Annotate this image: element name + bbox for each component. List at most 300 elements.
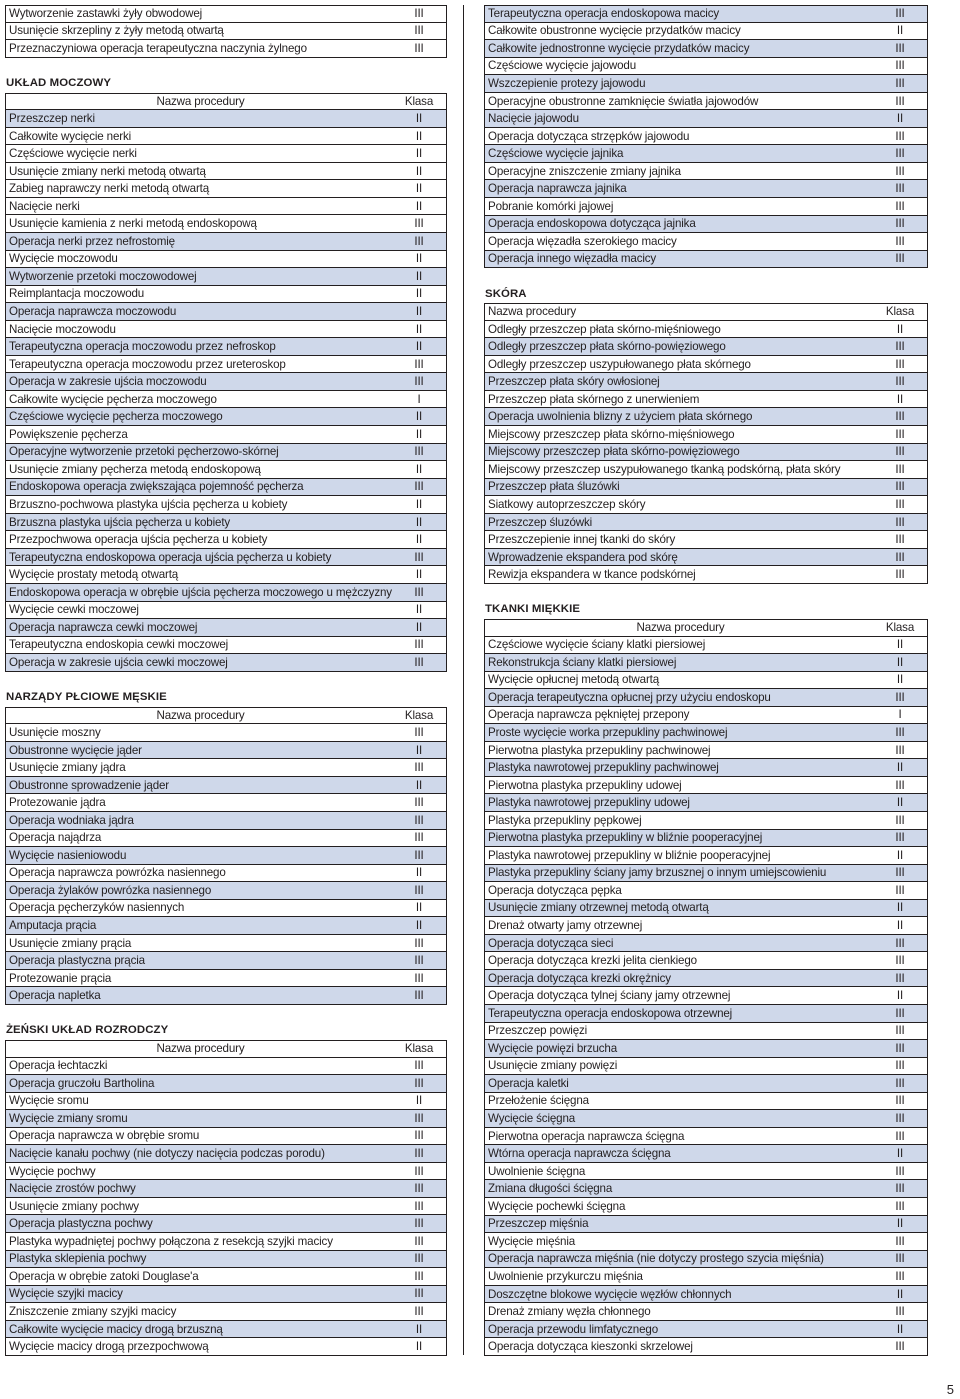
procedure-name: Operacja więzadła szerokiego macicy <box>488 234 677 248</box>
table-row <box>484 566 928 584</box>
procedure-class: II <box>415 287 423 301</box>
table-row <box>484 812 928 830</box>
procedure-class: III <box>895 445 905 459</box>
procedure-name: Przezpochwowa operacja ujścia pęcherza u kobiety <box>9 533 268 547</box>
table-row <box>484 1268 928 1286</box>
procedure-class: III <box>895 813 905 827</box>
procedure-class: III <box>895 515 905 529</box>
procedure-class: III <box>414 989 424 1003</box>
procedure-name: Pierwotna plastyka przepukliny w bliźnie pooperacyjnej <box>488 831 763 845</box>
procedure-class: III <box>895 1340 905 1354</box>
table-header-row <box>5 1040 447 1058</box>
procedure-name: Wycięcie powięzi brzucha <box>488 1041 618 1055</box>
header-procedure-name: Nazwa procedury <box>156 94 245 108</box>
table-row <box>5 496 447 514</box>
table-row <box>484 1075 928 1093</box>
procedure-class: II <box>415 603 423 617</box>
procedure-name: Plastyka przepukliny pępkowej <box>488 813 642 827</box>
procedure-name: Operacja gruczołu Bartholina <box>9 1076 155 1090</box>
procedure-class: II <box>415 743 423 757</box>
table-row <box>5 1180 447 1198</box>
table-row <box>5 566 447 584</box>
procedure-name: Przeszczep płata śluzówki <box>488 480 620 494</box>
procedure-name: Odległy przeszczep płata skórno-mięśniowego <box>488 322 721 336</box>
procedure-class: III <box>414 1182 424 1196</box>
procedure-class: II <box>896 673 904 687</box>
table-row <box>484 935 928 953</box>
table-row <box>484 794 928 812</box>
procedure-class: III <box>895 41 905 55</box>
procedure-name: Zmiana długości ścięgna <box>488 1182 613 1196</box>
section-title: ŻEŃSKI UKŁAD ROZRODCZY <box>6 1024 169 1037</box>
table-row <box>5 812 447 830</box>
table-row <box>484 461 928 479</box>
procedure-class: II <box>896 1147 904 1161</box>
procedure-name: Plastyka wypadniętej pochwy połączona z resekcją szyjki macicy <box>9 1234 333 1248</box>
procedure-class: III <box>414 883 424 897</box>
procedure-name: Wycięcie mięśnia <box>488 1234 576 1248</box>
procedure-class: III <box>895 94 905 108</box>
procedure-class: III <box>414 831 424 845</box>
table-row <box>484 479 928 497</box>
procedure-class: III <box>895 1094 905 1108</box>
table-header-row <box>484 619 928 637</box>
procedure-name: Wycięcie nasieniowodu <box>9 848 127 862</box>
table-row <box>5 1110 447 1128</box>
table-row <box>5 303 447 321</box>
procedure-class: III <box>895 1234 905 1248</box>
procedure-class: III <box>895 1112 905 1126</box>
table-row <box>5 163 447 181</box>
procedure-name: Operacja plastyczna prącia <box>9 954 145 968</box>
table-row <box>484 93 928 111</box>
procedure-name: Usunięcie zmiany nerki metodą otwartą <box>9 164 206 178</box>
procedure-class: II <box>415 164 423 178</box>
table-row <box>484 1058 928 1076</box>
table-row <box>484 847 928 865</box>
procedure-name: Wycięcie pochwy <box>9 1164 96 1178</box>
procedure-class: III <box>895 164 905 178</box>
table-row <box>484 900 928 918</box>
table-row <box>484 23 928 41</box>
procedure-class: III <box>414 357 424 371</box>
procedure-name: Nacięcie nerki <box>9 199 80 213</box>
procedure-class: III <box>895 1164 905 1178</box>
procedure-class: III <box>895 129 905 143</box>
table-row <box>5 286 447 304</box>
procedure-name: Brzuszno-pochwowa plastyka ujścia pęcherza u kobiety <box>9 497 288 511</box>
procedure-name: Wprowadzenie ekspandera pod skórę <box>488 550 678 564</box>
procedure-name: Powiększenie pęcherza <box>9 427 128 441</box>
table-row <box>484 970 928 988</box>
procedure-name: Pobranie komórki jajowej <box>488 199 614 213</box>
procedure-class: III <box>414 813 424 827</box>
procedure-class: III <box>895 1182 905 1196</box>
procedure-class: II <box>896 1287 904 1301</box>
procedure-name: Operacja łechtaczki <box>9 1059 108 1073</box>
column-divider <box>463 5 464 1355</box>
table-row <box>484 1233 928 1251</box>
procedure-name: Operacja napletka <box>9 989 101 1003</box>
procedure-name: Operacja dotycząca tylnej ściany jamy otrzewnej <box>488 989 731 1003</box>
procedure-class: III <box>895 410 905 424</box>
header-class: Klasa <box>885 621 915 635</box>
procedure-class: II <box>415 1094 423 1108</box>
procedure-class: II <box>415 901 423 915</box>
procedure-class: II <box>415 252 423 266</box>
table-row <box>484 707 928 725</box>
table-row <box>484 987 928 1005</box>
table-row <box>484 1023 928 1041</box>
procedure-name: Uwolnienie przykurczu mięśnia <box>488 1269 643 1283</box>
procedure-name: Plastyka nawrotowej przepukliny w bliźnie pooperacyjnej <box>488 848 771 862</box>
procedure-class: II <box>415 919 423 933</box>
section-zenski-uklad-rozrodczy <box>5 1022 447 1355</box>
procedure-name: Rekonstrukcja ściany klatki piersiowej <box>488 655 677 669</box>
procedure-name: Operacja żylaków powrózka nasiennego <box>9 883 212 897</box>
procedure-class: II <box>896 1217 904 1231</box>
procedure-name: Terapeutyczna operacja moczowodu przez nefroskop <box>9 340 276 354</box>
table-row <box>484 1338 928 1356</box>
procedure-class: II <box>896 761 904 775</box>
table-row <box>5 1233 447 1251</box>
procedure-class: II <box>415 620 423 634</box>
table-row <box>5 1128 447 1146</box>
procedure-name: Całkowite jednostronne wycięcie przydatków macicy <box>488 41 750 55</box>
table-row <box>484 1251 928 1269</box>
procedure-class: II <box>896 901 904 915</box>
procedure-class: II <box>896 322 904 336</box>
procedure-class: II <box>896 24 904 38</box>
table-row <box>5 1268 447 1286</box>
procedure-name: Usunięcie zmiany jądra <box>9 761 126 775</box>
table-row <box>484 58 928 76</box>
table-row <box>5 724 447 742</box>
procedure-class: III <box>895 1252 905 1266</box>
procedure-name: Operacja naprawcza mięśnia (nie dotyczy prostego szycia mięśnia) <box>488 1252 824 1266</box>
table-row <box>484 1163 928 1181</box>
procedure-name: Wytworzenie zastawki żyły obwodowej <box>9 7 203 21</box>
table-row <box>484 724 928 742</box>
table-row <box>484 180 928 198</box>
table-row <box>5 444 447 462</box>
header-procedure-name: Nazwa procedury <box>156 708 245 722</box>
table-row <box>484 321 928 339</box>
header-class: Klasa <box>885 305 915 319</box>
table-row <box>5 759 447 777</box>
table-row <box>484 356 928 374</box>
table-row <box>5 602 447 620</box>
table-row <box>5 1163 447 1181</box>
procedure-name: Reimplantacja moczowodu <box>9 287 145 301</box>
procedure-class: III <box>895 726 905 739</box>
procedure-name: Wycięcie prostaty metodą otwartą <box>9 568 179 582</box>
procedure-name: Operacja dotycząca krezki okrężnicy <box>488 971 671 985</box>
table-row <box>484 531 928 549</box>
section-uklad-moczowy <box>5 75 447 672</box>
table-row <box>5 987 447 1005</box>
procedure-class: II <box>896 919 904 933</box>
procedure-name: Całkowite wycięcie pęcherza moczowego <box>9 392 217 406</box>
procedure-class: III <box>895 76 905 90</box>
procedure-class: III <box>895 1024 905 1038</box>
table-row <box>484 408 928 426</box>
procedure-name: Terapeutyczna operacja endoskopowa otrzewnej <box>488 1006 733 1020</box>
procedure-class: III <box>895 936 905 950</box>
table-row <box>5 391 447 409</box>
procedure-class: II <box>896 112 904 126</box>
table-row <box>5 321 447 339</box>
procedure-name: Amputacja prącia <box>9 919 97 933</box>
table-row <box>484 1216 928 1234</box>
table-header-row <box>5 707 447 725</box>
procedure-class: III <box>895 778 905 792</box>
procedure-name: Terapeutyczna operacja moczowodu przez ureteroskop <box>9 357 286 371</box>
table-row <box>5 1303 447 1321</box>
procedure-name: Endoskopowa operacja w obrębie ujścia pęcherza moczowego u mężczyzny <box>9 585 392 599</box>
procedure-name: Usunięcie zmiany prącia <box>9 936 132 950</box>
procedure-name: Usunięcie skrzepliny z żyły metodą otwartą <box>9 24 224 38</box>
procedure-name: Operacyjne obustronne zamknięcie światła jajowodów <box>488 94 759 108</box>
section-narzady-plciowe-meskie <box>5 689 447 1005</box>
procedure-name: Wycięcie ścięgna <box>488 1112 576 1126</box>
table-row <box>5 952 447 970</box>
procedure-class: II <box>896 392 904 406</box>
table-row <box>484 514 928 532</box>
table-row <box>484 163 928 181</box>
procedure-class: II <box>415 533 423 547</box>
procedure-name: Endoskopowa operacja zwiększająca pojemność pęcherza <box>9 480 304 494</box>
procedure-class: II <box>415 410 423 424</box>
page-number: 5 <box>946 1382 954 1397</box>
section-continued <box>5 5 447 58</box>
procedure-class: III <box>895 1305 905 1319</box>
procedure-class: III <box>414 1252 424 1266</box>
procedure-class: II <box>415 182 423 196</box>
procedure-name: Operacja naprawcza pękniętej przepony <box>488 708 690 722</box>
table-row <box>5 531 447 549</box>
procedure-name: Wycięcie sromu <box>9 1094 89 1108</box>
table-row <box>484 830 928 848</box>
procedure-class: III <box>895 550 905 564</box>
procedure-name: Usunięcie moszny <box>9 726 101 739</box>
table-row <box>5 373 447 391</box>
procedure-class: III <box>895 340 905 354</box>
table-row <box>484 1198 928 1216</box>
procedure-name: Drenaż otwarty jamy otrzewnej <box>488 919 643 933</box>
procedure-class: II <box>415 199 423 213</box>
procedure-class: III <box>895 147 905 161</box>
procedure-class: III <box>414 638 424 652</box>
procedure-name: Operacja dotycząca strzępków jajowodu <box>488 129 690 143</box>
section-continued <box>484 5 928 268</box>
table-row <box>484 251 928 269</box>
procedure-class: II <box>415 427 423 441</box>
procedure-class: II <box>896 796 904 810</box>
procedure-class: III <box>414 1076 424 1090</box>
table-row <box>484 338 928 356</box>
table-row <box>5 461 447 479</box>
procedure-name: Plastyka sklepienia pochwy <box>9 1252 147 1266</box>
table-row <box>5 777 447 795</box>
table-row <box>484 654 928 672</box>
procedure-name: Przeszczep płata skórnego z unerwieniem <box>488 392 700 406</box>
procedure-class: III <box>414 655 424 669</box>
table-row <box>484 1321 928 1339</box>
procedure-class: III <box>414 1217 424 1231</box>
table-row <box>484 1040 928 1058</box>
section-spacer <box>5 672 447 690</box>
procedure-name: Wycięcie macicy drogą przezpochwową <box>9 1340 209 1354</box>
procedure-name: Obustronne sprowadzenie jąder <box>9 778 169 792</box>
procedure-class: III <box>414 936 424 950</box>
procedure-class: III <box>895 427 905 441</box>
table-row <box>5 426 447 444</box>
table-row <box>5 408 447 426</box>
table-row <box>484 75 928 93</box>
procedure-name: Miejscowy przeszczep płata skórno-mięśniowego <box>488 427 735 441</box>
table-row <box>5 1058 447 1076</box>
section-title: TKANKI MIĘKKIE <box>485 603 581 616</box>
table-row <box>5 23 447 41</box>
header-class: Klasa <box>404 94 434 108</box>
procedure-name: Protezowanie prącia <box>9 971 112 985</box>
procedure-class: II <box>415 866 423 880</box>
procedure-class: III <box>895 199 905 213</box>
table-row <box>484 777 928 795</box>
procedure-name: Proste wycięcie worka przepukliny pachwinowej <box>488 726 728 739</box>
procedure-name: Częściowe wycięcie jajowodu <box>488 59 637 73</box>
table-row <box>5 40 447 58</box>
table-row <box>484 637 928 655</box>
procedure-class: II <box>415 568 423 582</box>
table-row <box>484 128 928 146</box>
table-row <box>5 1321 447 1339</box>
table-row <box>5 882 447 900</box>
table-row <box>5 847 447 865</box>
table-row <box>5 128 447 146</box>
procedure-class: III <box>414 41 424 55</box>
procedure-name: Operacja wodniaka jądra <box>9 813 134 827</box>
procedure-class: III <box>414 217 424 231</box>
procedure-class: III <box>895 690 905 704</box>
procedure-class: II <box>415 497 423 511</box>
procedure-class: III <box>414 1164 424 1178</box>
table-row <box>5 619 447 637</box>
table-row <box>484 1128 928 1146</box>
table-row <box>484 233 928 251</box>
procedure-class: II <box>415 340 423 354</box>
table-row <box>5 145 447 163</box>
procedure-class: III <box>895 1059 905 1073</box>
procedure-class: III <box>414 1111 424 1125</box>
procedure-class: III <box>895 252 905 266</box>
section-title: SKÓRA <box>485 287 527 300</box>
procedure-name: Przeszczep śluzówki <box>488 515 593 529</box>
procedure-class: III <box>414 796 424 810</box>
procedure-class: III <box>895 462 905 476</box>
section-spacer <box>484 584 928 602</box>
procedure-name: Nacięcie zrostów pochwy <box>9 1182 136 1196</box>
table-row <box>484 1093 928 1111</box>
procedure-name: Operacja endoskopowa dotycząca jajnika <box>488 217 696 231</box>
procedure-name: Terapeutyczna operacja endoskopowa macicy <box>488 7 720 21</box>
procedure-class: III <box>414 1234 424 1248</box>
table-row <box>484 952 928 970</box>
procedure-class: III <box>414 480 424 494</box>
procedure-name: Wycięcie szyjki macicy <box>9 1287 123 1301</box>
procedure-class: II <box>415 111 423 125</box>
procedure-name: Terapeutyczna endoskopowa operacja ujścia pęcherza u kobiety <box>9 550 332 564</box>
procedure-name: Wycięcie pochewki ścięgna <box>488 1199 626 1213</box>
procedure-name: Operacja naprawcza jajnika <box>488 182 627 196</box>
section-spacer <box>5 1005 447 1023</box>
procedure-name: Miejscowy przeszczep płata skórno-powięziowego <box>488 445 740 459</box>
procedure-class: III <box>895 954 905 968</box>
procedure-name: Przeszczepienie innej tkanki do skóry <box>488 533 676 547</box>
procedure-class: II <box>896 655 904 669</box>
header-procedure-name: Nazwa procedury <box>636 621 725 635</box>
header-class: Klasa <box>404 1042 434 1056</box>
procedure-class: III <box>895 217 905 231</box>
procedure-name: Siatkowy autoprzeszczep skóry <box>488 497 646 511</box>
procedure-name: Plastyka przepukliny ściany jamy brzusznej o innym umiejscowieniu <box>488 866 827 880</box>
procedure-name: Zabieg naprawczy nerki metodą otwartą <box>9 182 210 196</box>
table-row <box>5 514 447 532</box>
procedure-name: Pierwotna plastyka przepukliny pachwinowej <box>488 743 711 757</box>
table-row <box>5 917 447 935</box>
table-row <box>5 1198 447 1216</box>
procedure-class: III <box>895 497 905 511</box>
table-row <box>484 689 928 707</box>
procedure-name: Operacja najądrza <box>9 831 102 845</box>
table-row <box>5 110 447 128</box>
procedure-name: Drenaż zmiany węzła chłonnego <box>488 1305 651 1319</box>
table-row <box>484 742 928 760</box>
procedure-class: III <box>895 866 905 880</box>
procedure-name: Nacięcie jajowodu <box>488 112 579 126</box>
procedure-class: III <box>895 182 905 196</box>
procedure-name: Brzuszna plastyka ujścia pęcherza u kobiety <box>9 515 231 529</box>
procedure-name: Wytworzenie przetoki moczowodowej <box>9 269 197 283</box>
procedure-name: Nacięcie kanału pochwy (nie dotyczy nacięcia podczas porodu) <box>9 1147 325 1161</box>
procedure-class: II <box>896 989 904 1003</box>
procedure-name: Usunięcie zmiany powięzi <box>488 1059 618 1073</box>
procedure-name: Operacja naprawcza w obrębie sromu <box>9 1129 200 1143</box>
procedure-class: III <box>895 743 905 757</box>
procedure-name: Przełożenie ścięgna <box>488 1094 589 1108</box>
table-row <box>5 935 447 953</box>
procedure-name: Operacja naprawcza cewki moczowej <box>9 620 198 634</box>
procedure-name: Częściowe wycięcie jajnika <box>488 147 624 161</box>
table-header-row <box>484 303 928 321</box>
section-spacer <box>484 268 928 286</box>
table-row <box>5 970 447 988</box>
procedure-name: Operacja w obrębie zatoki Douglase'a <box>9 1269 199 1283</box>
table-row <box>484 373 928 391</box>
procedure-name: Wycięcie moczowodu <box>9 252 118 266</box>
table-row <box>484 1303 928 1321</box>
procedure-name: Operacja dotycząca kieszonki skrzelowej <box>488 1340 693 1354</box>
procedure-class: II <box>415 322 423 336</box>
table-row <box>5 1286 447 1304</box>
procedure-name: Usunięcie kamienia z nerki metodą endoskopową <box>9 217 257 231</box>
procedure-class: III <box>895 7 905 21</box>
table-row <box>5 338 447 356</box>
procedure-class: II <box>896 848 904 862</box>
procedure-class: III <box>895 357 905 371</box>
procedure-name: Uwolnienie ścięgna <box>488 1164 586 1178</box>
